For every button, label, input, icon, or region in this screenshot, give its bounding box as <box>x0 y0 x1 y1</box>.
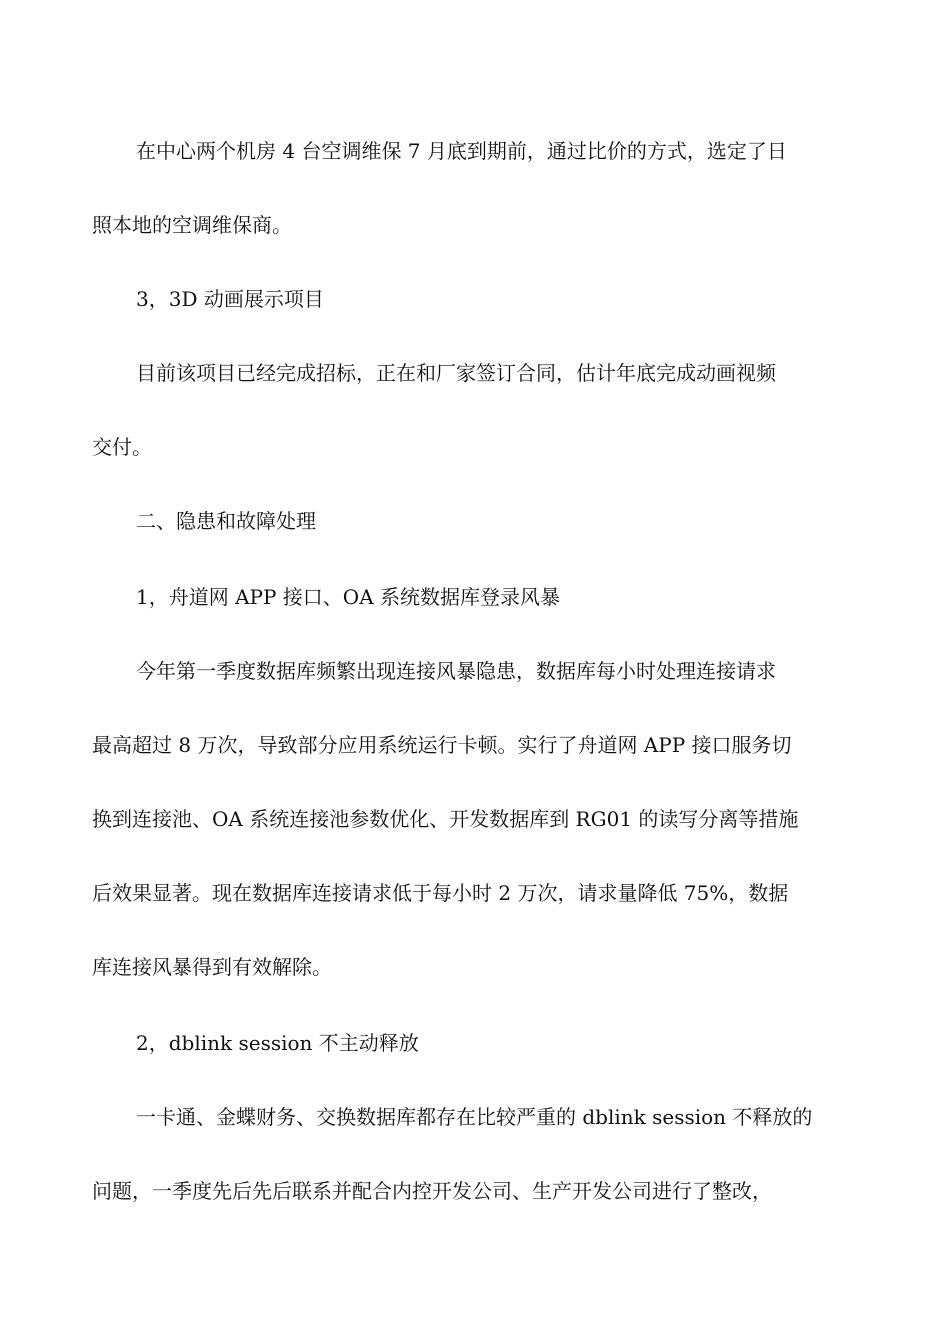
section-heading: 2，dblink session 不主动释放 <box>136 1031 419 1055</box>
text-line: 今年第一季度数据库频繁出现连接风暴隐患，数据库每小时处理连接请求 <box>136 659 776 683</box>
text-line: 最高超过 8 万次，导致部分应用系统运行卡顿。实行了舟道网 APP 接口服务切 <box>92 733 792 757</box>
text-line: 照本地的空调维保商。 <box>92 213 292 237</box>
text-line: 换到连接池、OA 系统连接池参数优化、开发数据库到 RG01 的读写分离等措施 <box>92 807 799 831</box>
text-line: 问题，一季度先后先后联系并配合内控开发公司、生产开发公司进行了整改， <box>92 1179 772 1203</box>
text-line: 一卡通、金蝶财务、交换数据库都存在比较严重的 dblink session 不释放的 <box>136 1105 813 1129</box>
text-line: 库连接风暴得到有效解除。 <box>92 955 332 979</box>
section-heading: 3，3D 动画展示项目 <box>136 287 324 311</box>
section-heading: 1，舟道网 APP 接口、OA 系统数据库登录风暴 <box>136 585 560 609</box>
text-line: 交付。 <box>92 435 152 459</box>
text-line: 在中心两个机房 4 台空调维保 7 月底到期前，通过比价的方式，选定了日 <box>136 139 787 163</box>
text-line: 目前该项目已经完成招标，正在和厂家签订合同，估计年底完成动画视频 <box>136 361 776 385</box>
section-heading: 二、隐患和故障处理 <box>136 509 316 533</box>
text-line: 后效果显著。现在数据库连接请求低于每小时 2 万次，请求量降低 75%，数据 <box>92 881 789 905</box>
